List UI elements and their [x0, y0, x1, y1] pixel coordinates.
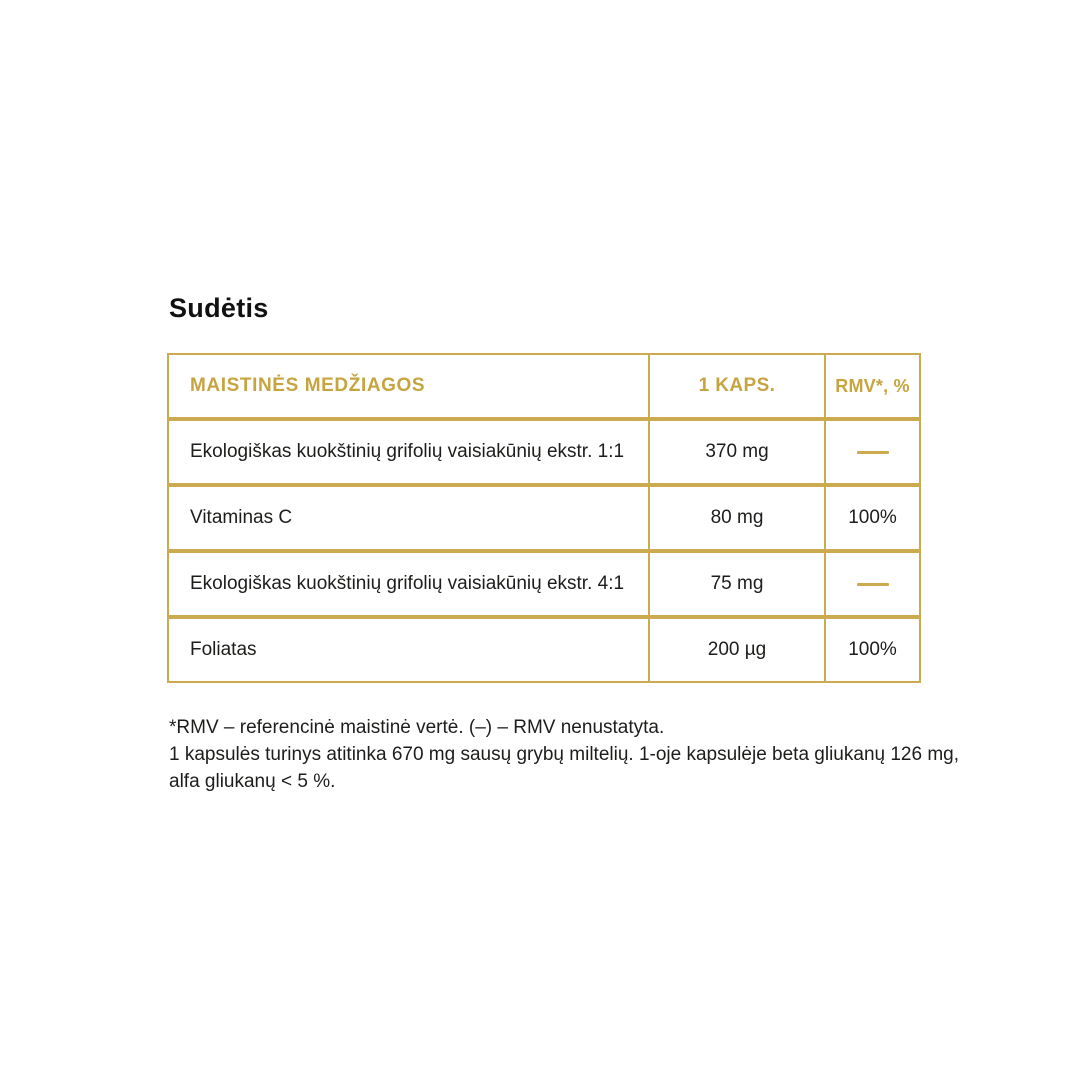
nutrient-name: Ekologiškas kuokštinių grifolių vaisiakūnių ekstr. 1:1	[190, 441, 625, 462]
nutrient-amount: 75 mg	[648, 553, 826, 615]
nutrient-name: Vitaminas C	[190, 507, 293, 528]
nutrient-amount: 370 mg	[648, 421, 826, 483]
nutrient-rmv: 100%	[848, 507, 897, 528]
nutrition-table	[167, 353, 921, 683]
footnotes	[169, 714, 959, 795]
no-value-dash-icon	[857, 451, 889, 454]
no-value-dash-icon	[857, 583, 889, 586]
header-rmv: RMV*, %	[835, 375, 910, 396]
header-per-capsule: 1 KAPS.	[648, 355, 826, 417]
nutrient-name: Ekologiškas kuokštinių grifolių vaisiakūnių ekstr. 4:1	[190, 573, 625, 594]
nutrient-amount: 80 mg	[648, 487, 826, 549]
table-row	[167, 617, 921, 683]
header-nutrients: MAISTINĖS MEDŽIAGOS	[190, 375, 426, 396]
footnote-rmv-definition: *RMV – referencinė maistinė vertė. (–) – RMV nenustatyta.	[169, 717, 665, 738]
footnote-capsule-content-cont: alfa gliukanų < 5 %.	[169, 771, 336, 792]
nutrient-amount: 200 µg	[648, 619, 826, 681]
table-row	[167, 485, 921, 551]
section-title: Sudėtis	[169, 293, 269, 323]
nutrient-name: Foliatas	[190, 639, 257, 660]
nutrient-rmv	[826, 421, 919, 483]
table-header-row	[167, 353, 921, 419]
table-row	[167, 551, 921, 617]
nutrient-rmv: 100%	[848, 639, 897, 660]
table-row	[167, 419, 921, 485]
footnote-capsule-content: 1 kapsulės turinys atitinka 670 mg sausų grybų miltelių. 1-oje kapsulėje beta gliukanų 126 mg,	[169, 744, 960, 765]
nutrient-rmv	[826, 553, 919, 615]
